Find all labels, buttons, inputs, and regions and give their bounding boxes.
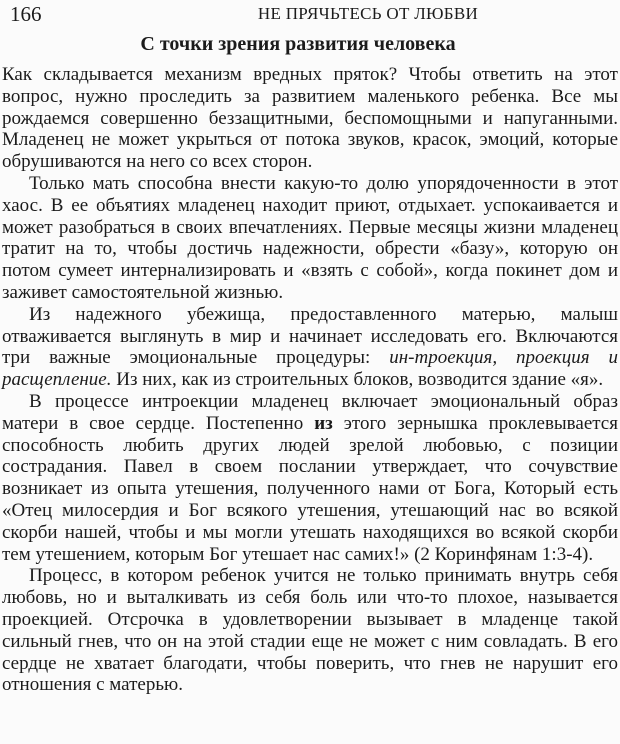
text-run-italic: ин-троекция, проекция и расщепление. xyxy=(2,347,618,391)
paragraph xyxy=(2,173,618,304)
text-run-bold: из xyxy=(314,412,333,434)
paragraph xyxy=(2,391,618,565)
text-run: Процесс, в котором ребенок учится не только принимать внутрь себя любовь, но и выталкивать из себя боль или что-то плохое, называется проекцией. Отсрочка в удовлетворении вызывает в младенце такой сильный гнев, что он на этой стадии еще не может с ним совладать. В его сердце не хватает благодати, чтобы поверить, что гнев не нарушит его отношения с матерью. xyxy=(2,565,618,696)
section-title: С точки зрения развития человека xyxy=(140,33,456,55)
page-body xyxy=(2,64,618,696)
page-number: 166 xyxy=(10,2,42,26)
text-run: В процессе интроекции младенец включает эмоциональный образ матери в свое сердце. Постепенно xyxy=(2,390,618,434)
running-header: НЕ ПРЯЧЬТЕСЬ ОТ ЛЮБВИ xyxy=(257,4,479,23)
paragraph xyxy=(2,304,618,391)
paragraph xyxy=(2,64,618,173)
text-run: Как складывается механизм вредных пряток? Чтобы ответить на этот вопрос, нужно проследить за развитием маленького ребенка. Все мы рождаемся совершенно беззащитными, беспомощными и напуганными. Младенец не может укрыться от потока звуков, красок, эмоций, которые обрушиваются на него со всех сторон. xyxy=(2,64,618,173)
text-run: Из надежного убежища, предоставленного матерью, малыш отваживается выглянуть в мир и начинает исследовать его. Включаются три важные эмоциональные процедуры: xyxy=(2,303,618,369)
page-header xyxy=(2,2,618,28)
text-run: этого зернышка проклевывается способность любить других людей зрелой любовью, с позиции сострадания. Павел в своем послании утверждает, что сочувствие возникает из опыта утешения, полученного нами от Бога, Который есть «Отец милосердия и Бог всякого утешения, утешающий нас во всякой скорби нашей, чтобы и мы могли утешать находящихся во всякой скорби тем утешением, которым Бог утешает нас самих!» (2 Коринфянам 1:3-4). xyxy=(2,412,618,565)
text-run: Из них, как из строительных блоков, возводится здание «я». xyxy=(111,369,604,391)
paragraph xyxy=(2,565,618,696)
text-run: Только мать способна внести какую-то долю упорядоченности в этот хаос. В ее объятиях младенец находит приют, отдыхает. успокаивается и может разобраться в своих впечатлениях. Первые месяцы жизни младенец тратит на то, чтобы достичь надежности, обрести «базу», которую он потом сумеет интернализировать и «взять с собой», когда покинет дом и заживет самостоятельной жизнью. xyxy=(2,172,618,303)
